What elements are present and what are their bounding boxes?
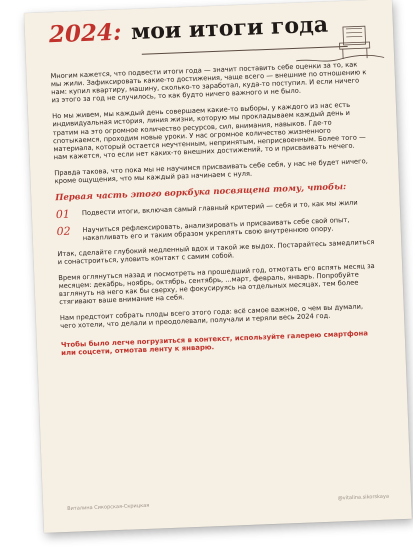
paragraph: Правда такова, что пока мы не научимся присваивать себе себя, у нас не будет ничего, кроме ощущения, что мы каждый раз начинаем с нуля. — [54, 157, 368, 186]
author-handle: @vitalina.sikorskaya — [337, 493, 390, 502]
author-name: Виталина Сикорская-Скрицкая — [67, 502, 150, 512]
section-heading: Первая часть этого воркбука посвящена тому, чтобы: — [55, 182, 347, 204]
item-text: Подвести итоги, включая самый главный критерий — себя и то, как мы жили — [81, 198, 358, 217]
paragraph: Нам предстоит собрать плоды всего этого года: всё самое важное, о чем вы думали, чего хотели, что делали и преодолевали, получали и теряли весь 2024 год. — [59, 302, 364, 331]
paragraph: Время оглянуться назад и посмотреть на прошедший год, отмотать его вспять месяц за месяцем: декабрь, ноябрь, октябрь, сентябрь, ...март, февраль, январь. Попробуйте взглянуть на него как бы сверху, не фокусируясь на отдельных месяцах, тем более стягивают ваше внимание на себя. — [58, 261, 375, 307]
paragraph: Но мы живем, мы каждый день совершаем какие-то выборы, у каждого из нас есть индивидуальная история, линия жизни, которую мы прокладываем каждый день и тратим на это огромное количество ресурсов, сил, внимания, навыков. Где-то спотыкаемся, проходим новые уроки. У нас огромное количество жизненного материала, который остается неучтенным, непринятым, неприсвоенным. Более того — нам кажется, что если нет каких-то внешних достижений, то и присваивать нечего. — [51, 101, 366, 162]
workbook-page — [24, 0, 412, 533]
page-title — [48, 8, 367, 50]
item-number: 02 — [56, 224, 71, 238]
page-footer — [67, 494, 389, 512]
item-number: 01 — [55, 207, 71, 221]
title-year: 2024: — [48, 18, 122, 49]
paragraph: Итак, сделайте глубокий медленный вдох и такой же выдох. Постарайтесь замедлиться и сонастроиться, уловить контакт с самим собой. — [57, 237, 375, 267]
paragraph: Многим кажется, что подвести итоги года — значит поставить себе оценки за то, как мы жили. Зафиксировать какие-то достижения, чаще всего — внешние по отношению к нам: купил квартиру, машину, сколько-то заработал, куда-то поступил. И если ничего из этого за год не случилось, то как будто ничего важного и не было. — [50, 60, 367, 105]
item-text: Научиться рефлексировать, анализировать и присваивать себе свой опыт, накапливать его и таким образом укреплять свою внутреннюю опору. — [82, 215, 350, 242]
title-text: мои итоги года — [130, 11, 329, 46]
page-content — [48, 8, 379, 357]
closing-note: Чтобы было легче погрузиться в контекст, используйте галерею смартфона или соцсети, отмотав ленту к январю. — [60, 328, 369, 358]
title-underline — [142, 46, 348, 55]
